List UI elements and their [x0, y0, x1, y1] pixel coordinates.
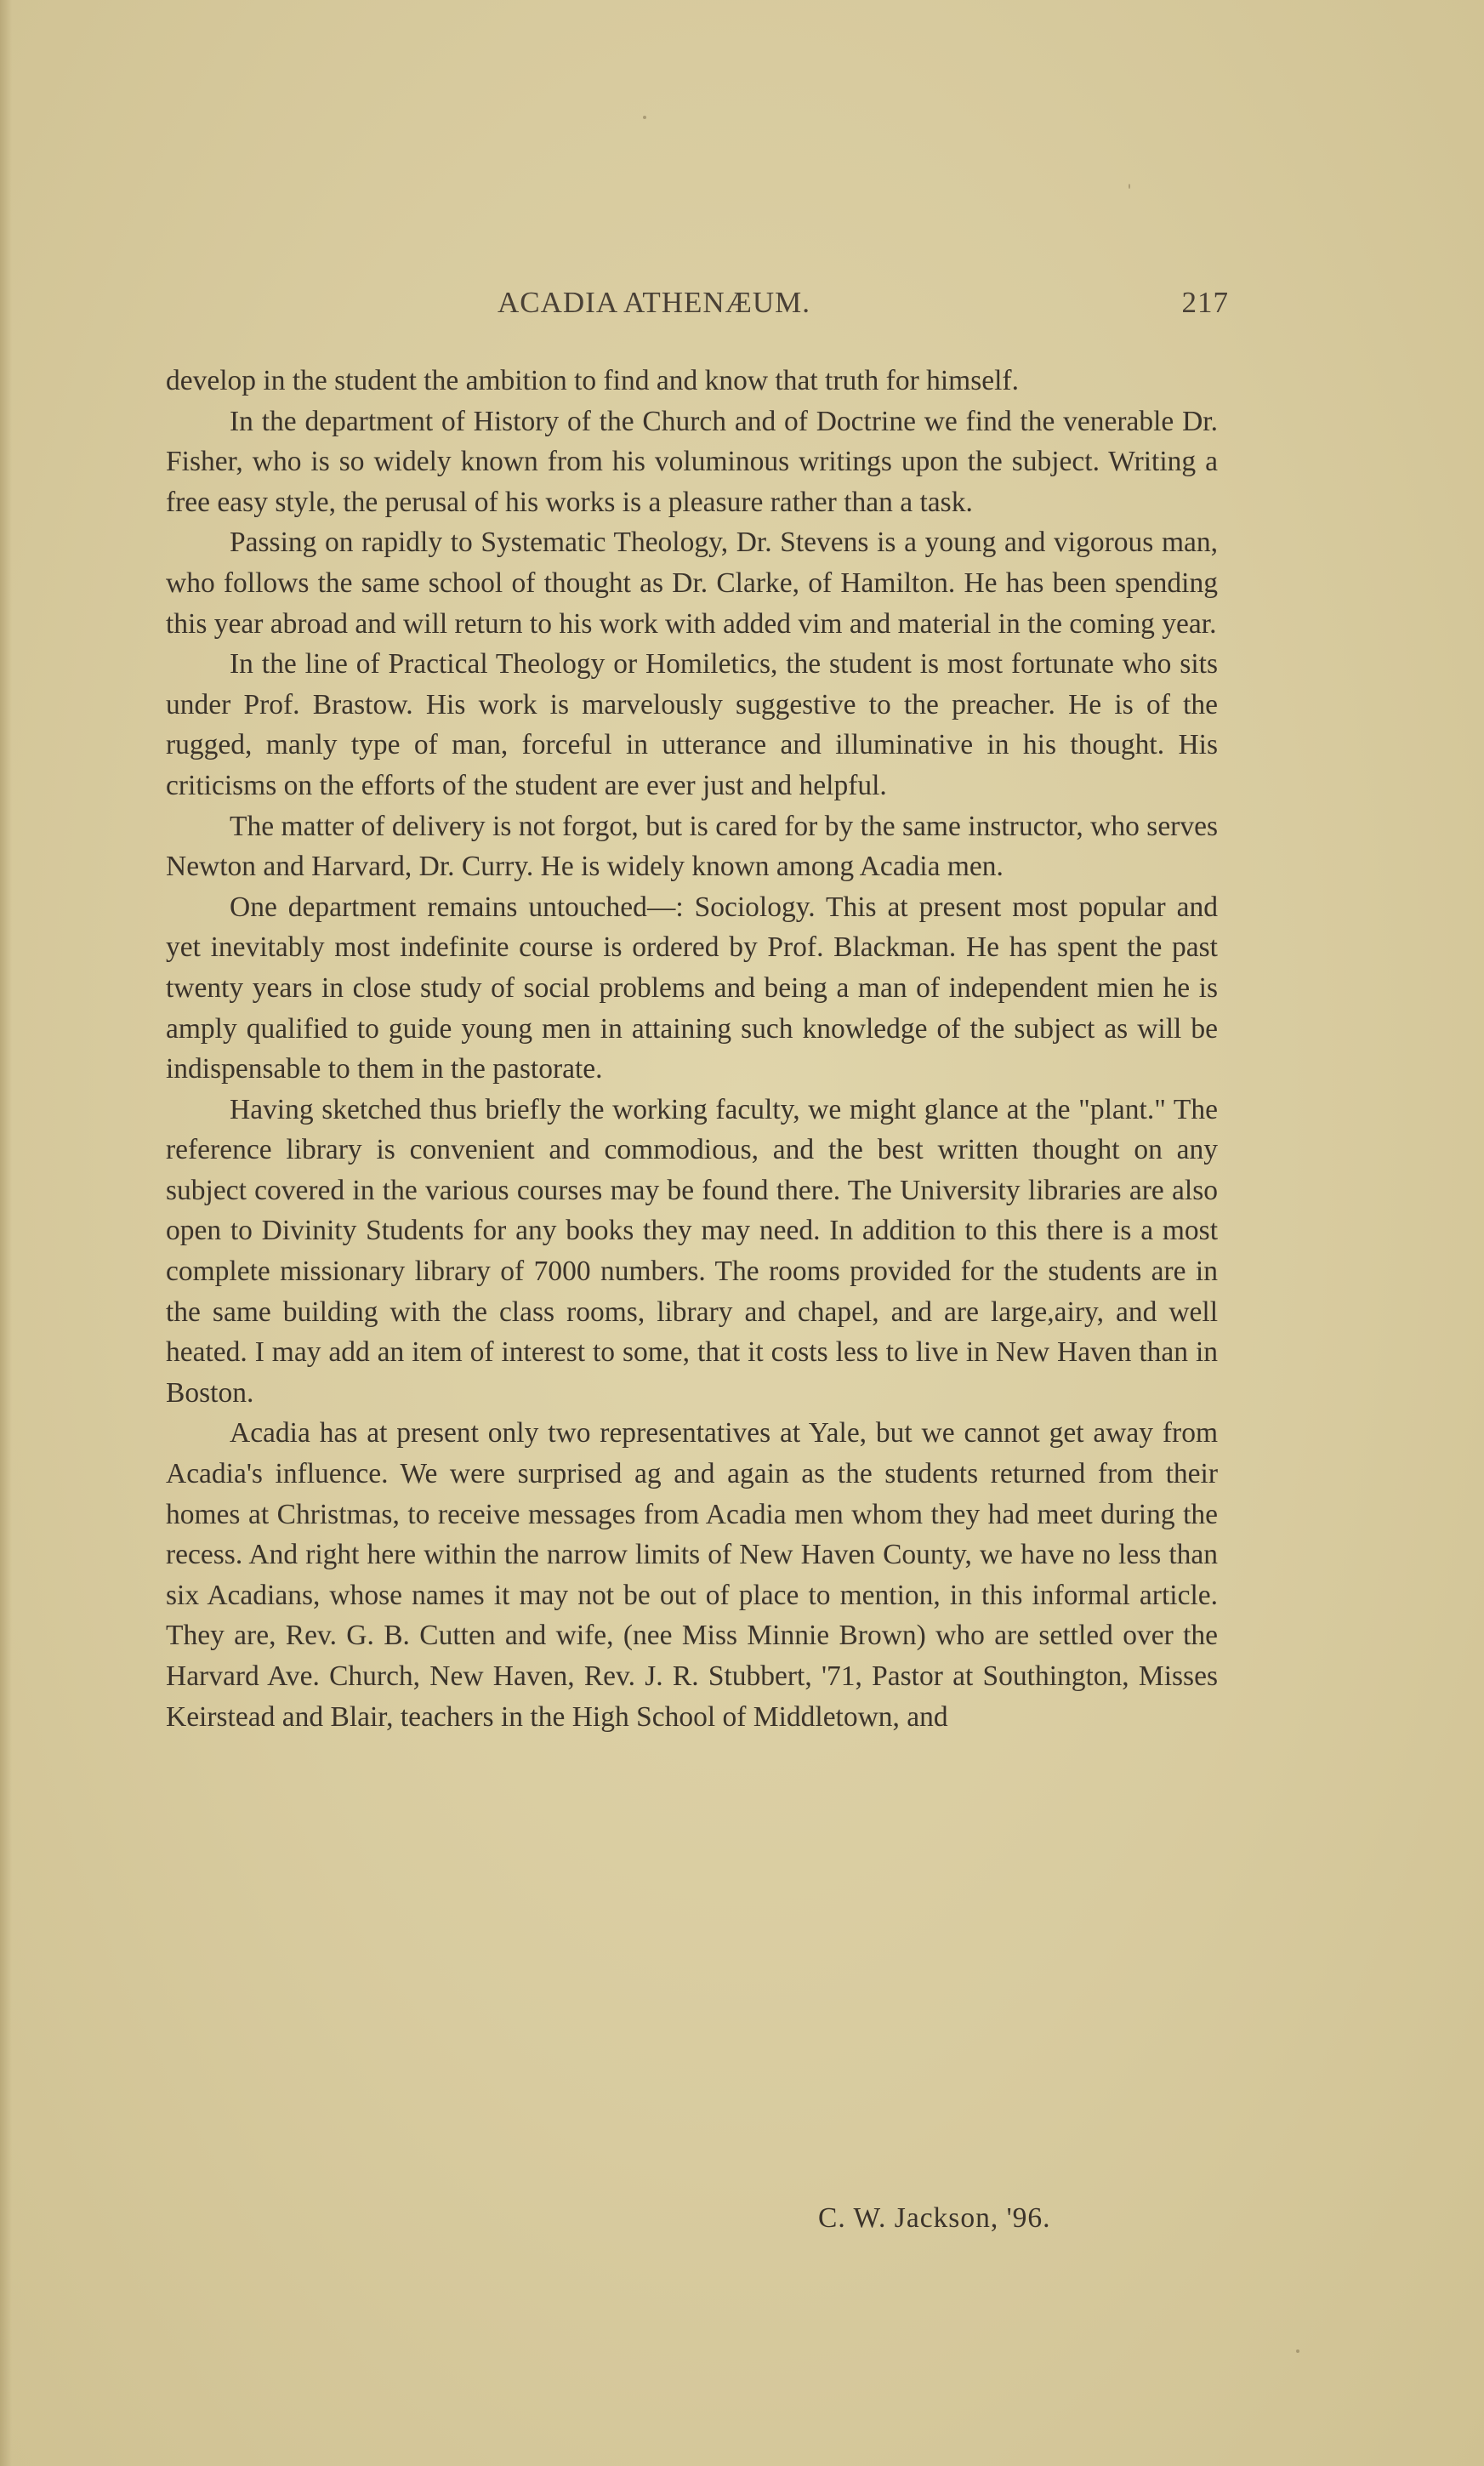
paragraph-sociology: One department remains untouched—: Sociology. This at present most popular and yet inevitably most indefinite course is ordered by Prof. Blackman. He has spent the past twenty years in close study of social problems and being a man of independent mien he is amply qualified to guide young men in attaining such knowledge of the subject as will be indispensable to them in the pastorate.	[166, 891, 1218, 1085]
page-edge-shadow	[0, 0, 12, 2466]
author-signature: C. W. Jackson, '96.	[818, 2202, 1051, 2234]
article-body	[166, 361, 1218, 1737]
paragraph-plant: Having sketched thus briefly the working faculty, we might glance at the "plant." The reference library is convenient and commodious, and the best written thought on any subject covered in the various courses may be found there. The University libraries are also open to Divinity Students for any books they may need. In addition to this there is a most complete missionary library of 7000 numbers. The rooms provided for the students are in the same building with the class rooms, library and chapel, and are large,airy, and well heated. I may add an item of interest to some, that it costs less to live in New Haven than in Boston.	[166, 1093, 1218, 1409]
paragraph-continued: develop in the student the ambition to find and know that truth for himself.	[166, 365, 1019, 396]
paper-speck	[1129, 184, 1130, 189]
paragraph-practical-theology: In the line of Practical Theology or Homiletics, the student is most fortunate who sits under Prof. Brastow. His work is marvelously suggestive to the preacher. He is of the rugged, manly type of man, forceful in utterance and illuminative in his thought. His criticisms on the efforts of the student are ever just and helpful.	[166, 648, 1218, 801]
paper-speck	[1296, 2349, 1299, 2353]
paper-speck	[643, 116, 646, 119]
paragraph-delivery: The matter of delivery is not forgot, but is cared for by the same instructor, who serves Newton and Harvard, Dr. Curry. He is widely known among Acadia men.	[166, 810, 1218, 883]
running-head	[498, 286, 1229, 328]
paragraph-systematic-theology: Passing on rapidly to Systematic Theology, Dr. Stevens is a young and vigorous man, who follows the same school of thought as Dr. Clarke, of Hamilton. He has been spending this year abroad and will return to his work with added vim and material in the coming year.	[166, 527, 1218, 640]
page-number: 217	[1181, 286, 1229, 319]
journal-title: ACADIA ATHENÆUM.	[498, 286, 810, 319]
paragraph-church-history: In the department of History of the Church and of Doctrine we find the venerable Dr. Fisher, who is so widely known from his voluminous writings upon the subject. Writing a free easy style, the perusal of his works is a pleasure rather than a task.	[166, 405, 1218, 518]
paragraph-acadians: Acadia has at present only two representatives at Yale, but we cannot get away from Acadia's influence. We were surprised ag and again as the students returned from their homes at Christmas, to receive messages from Acadia men whom they had meet during the recess. And right here within the narrow limits of New Haven County, we have no less than six Acadians, whose names it may not be out of place to mention, in this informal article. They are, Rev. G. B. Cutten and wife, (nee Miss Minnie Brown) who are settled over the Harvard Ave. Church, New Haven, Rev. J. R. Stubbert, '71, Pastor at Southington, Misses Keirstead and Blair, teachers in the High School of Middletown, and	[166, 1417, 1218, 1733]
